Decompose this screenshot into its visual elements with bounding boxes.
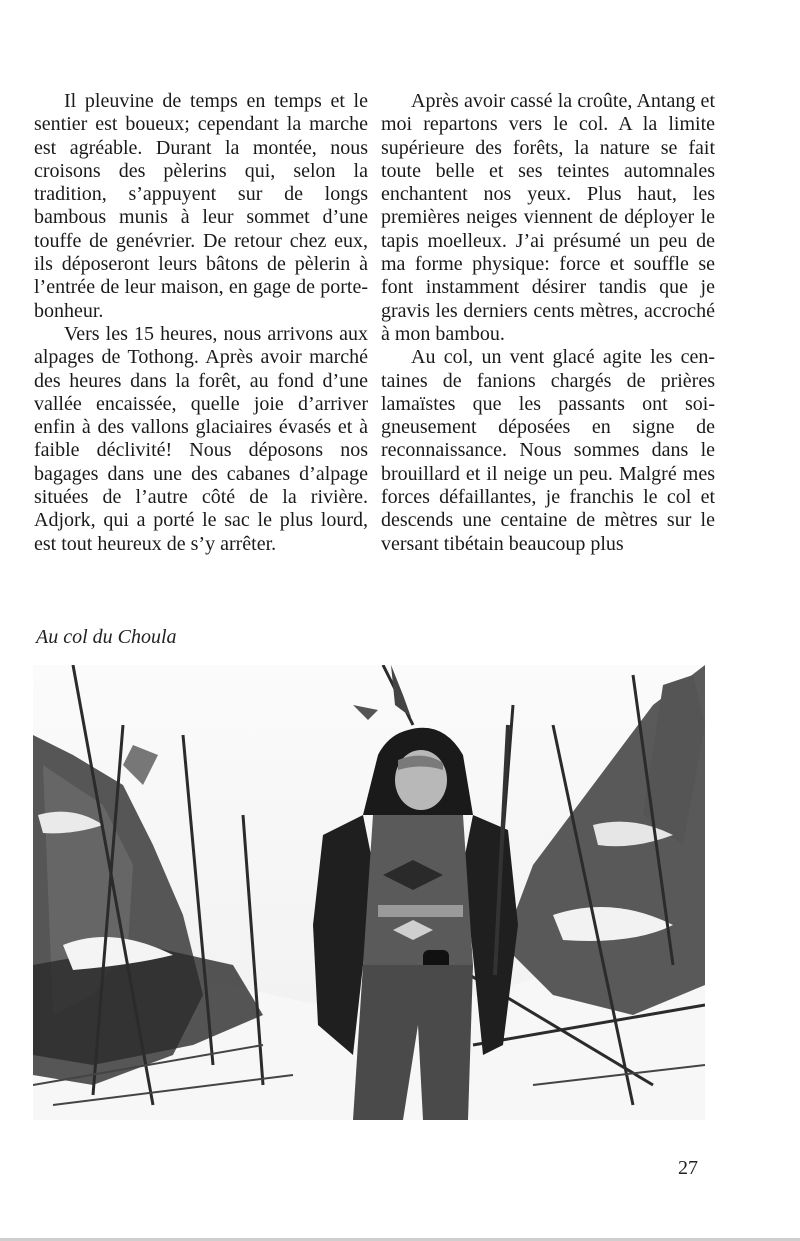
paragraph: Il pleuvine de temps en temps et le sentier est boueux; cependant la marche est agréable. Durant la montée, nous croisons des pèlerins qui, selon la tradition, s’appuyent sur de longs bambous munis à leur sommet d’une touffe de genévrier. De retour chez eux, ils déposeront leurs bâtons de pèlerin à l’entrée de leur maison, en gage de porte-bonheur. [34, 90, 368, 322]
text-column-right [381, 90, 715, 556]
photo-caption: Au col du Choula [36, 626, 177, 648]
paragraph: Vers les 15 heures, nous arrivons aux alpages de Tothong. Après avoir marché des heures dans la forêt, au fond d’une vallée encaissée, quelle joie d’arriver enfin à des vallons glaciaires évasés et à faible déclivité! Nous déposons nos bagages dans une des cabanes d’alpage situées de l’autre côté de la rivière. Adjork, qui a porté le sac le plus lourd, est tout heureux de s’y arrêter. [34, 322, 368, 555]
text-column-left [34, 90, 368, 556]
paragraph: Après avoir cassé la croûte, Antang et moi repartons vers le col. A la limite supérieure des forêts, la nature se fait toute belle et ses teintes automnales enchantent nos yeux. Plus haut, les premières neiges viennent de déployer le tapis moelleux. J’ai présumé un peu de ma forme physique: force et souffle se font instamment désirer tandis que je gravis les derniers cents mètres, accroché à mon bambou. [381, 90, 715, 345]
page-number: 27 [678, 1157, 698, 1179]
paragraph: Au col, un vent glacé agite les centaines de fanions chargés de prières lamaïstes que les passants ont soigneusement déposées en signe de reconnaissance. Nous sommes dans le brouillard et il neige un peu. Malgré mes forces défaillantes, je franchis le col et descends une centaine de mètres sur le versant tibétain beaucoup plus [381, 346, 715, 555]
photo-hiker-in-snow [33, 665, 705, 1120]
